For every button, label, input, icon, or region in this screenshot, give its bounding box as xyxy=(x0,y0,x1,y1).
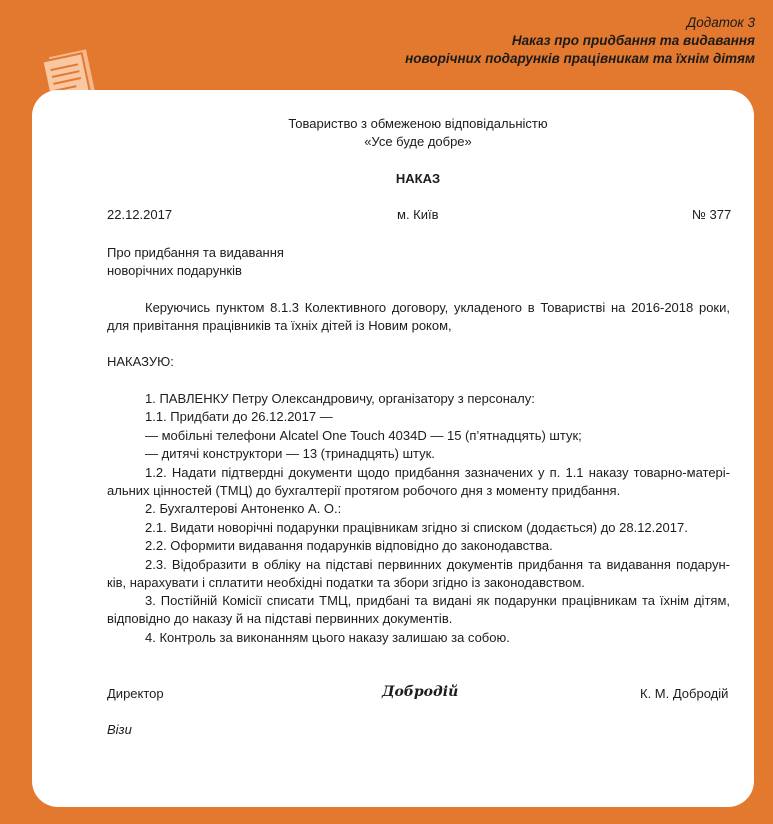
item-1-2-line1: 1.2. Надати підтвердні документи щодо придбання зазначених у п. 1.1 наказу товарно-матері- xyxy=(145,465,730,480)
item-2: 2. Бухгалтерові Антоненко А. О.: xyxy=(145,501,342,516)
item-3-line1: 3. Постійній Комісії списати ТМЦ, придбані та видані як подарунки працівникам та їхнім дітям, xyxy=(145,593,730,608)
order-word: НАКАЗУЮ: xyxy=(107,354,174,369)
item-2-3-line2: ків, нарахувати і сплатити необхідні податки та збори згідно із законодавством. xyxy=(107,575,585,590)
visas-label: Візи xyxy=(107,722,132,737)
org-name-line1: Товариство з обмеженою відповідальністю xyxy=(288,116,548,131)
item-1-1-a: — мобільні телефони Alcatel One Touch 4034D — 15 (п’ятнадцять) штук; xyxy=(145,428,582,443)
header-title-line1: Наказ про придбання та видавання xyxy=(511,33,755,48)
preamble-line2: для привітання працівників та їхніх дітей із Новим роком, xyxy=(107,318,452,333)
document-date: 22.12.2017 xyxy=(107,207,173,222)
subject-line1: Про придбання та видавання xyxy=(107,245,284,260)
item-1-1-b: — дитячі конструктори — 13 (тринадцять) штук. xyxy=(145,446,435,461)
document-place: м. Київ xyxy=(397,207,439,222)
appendix-label: Додаток 3 xyxy=(686,15,755,30)
org-name-line2: «Усе буде добре» xyxy=(364,134,472,149)
signer-title: Директор xyxy=(107,686,164,701)
item-1: 1. ПАВЛЕНКУ Петру Олександровичу, організатору з персоналу: xyxy=(145,391,535,406)
header xyxy=(405,14,755,68)
item-2-2: 2.2. Оформити видавання подарунків відповідно до законодавства. xyxy=(145,538,553,553)
document-type: НАКАЗ xyxy=(395,171,441,186)
item-2-1: 2.1. Видати новорічні подарунки працівникам згідно зі списком (додається) до 28.12.2017. xyxy=(145,520,688,535)
preamble-line1: Керуючись пунктом 8.1.3 Колективного договору, укладеного в Товаристві на 2016-2018 роки, xyxy=(145,300,730,315)
subject-line2: новорічних подарунків xyxy=(107,263,242,278)
header-title-line2: новорічних подарунків працівникам та їхнім дітям xyxy=(405,51,755,66)
item-2-3-line1: 2.3. Відобразити в обліку на підставі первинних документів придбання та видавання подарун- xyxy=(145,557,730,572)
handwritten-signature: Добродій xyxy=(382,684,459,700)
item-1-2-line2: альних цінностей (ТМЦ) до бухгалтерії протягом робочого дня з моменту придбання. xyxy=(107,483,621,498)
item-3-line2: відповідно до наказу й на підставі первинних документів. xyxy=(107,611,453,626)
item-1-1: 1.1. Придбати до 26.12.2017 — xyxy=(145,409,333,424)
signer-name: К. М. Добродій xyxy=(640,686,729,701)
item-4: 4. Контроль за виконанням цього наказу залишаю за собою. xyxy=(145,630,510,645)
document-number: № 377 xyxy=(692,207,732,222)
